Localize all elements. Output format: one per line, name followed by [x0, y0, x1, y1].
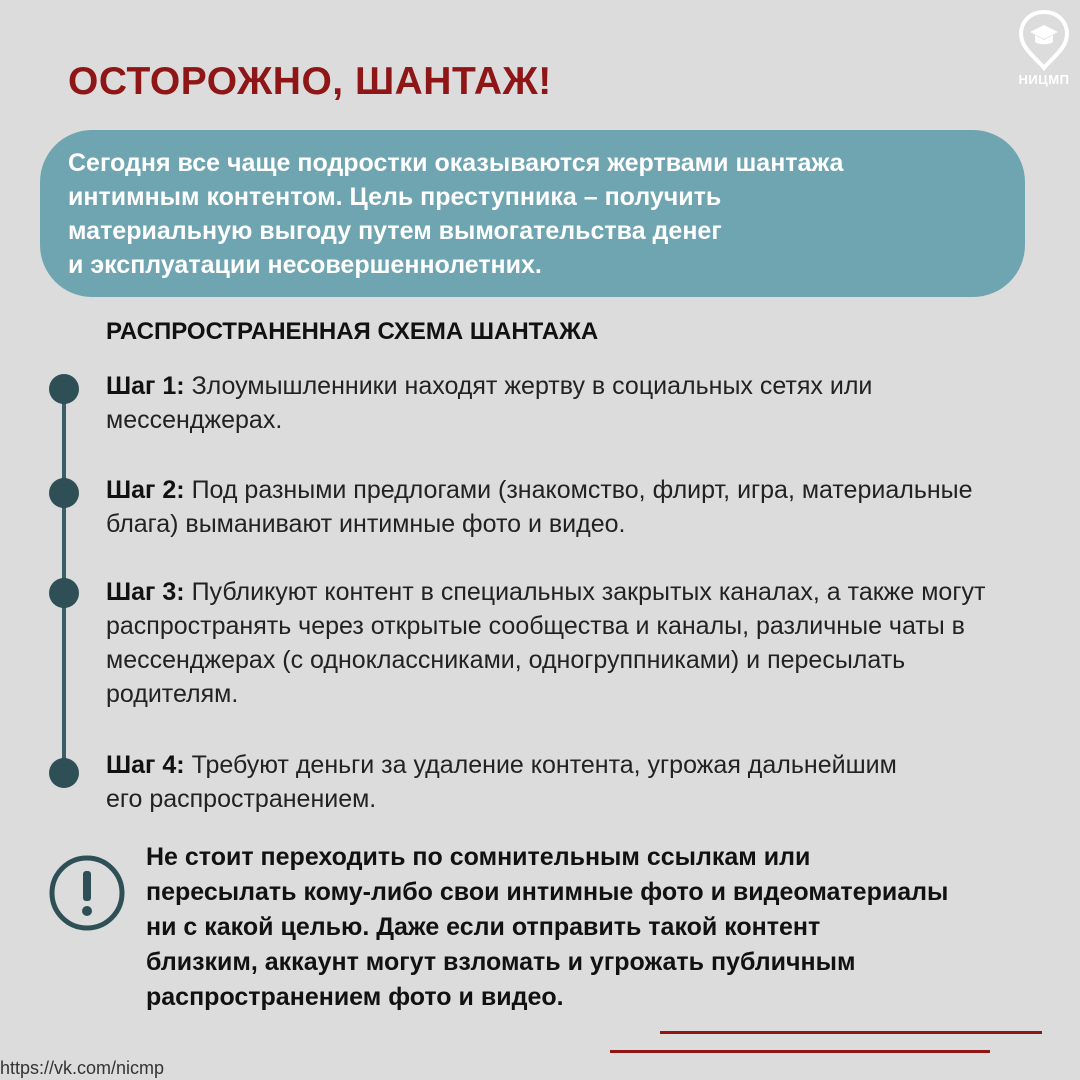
intro-text: Сегодня все чаще подростки оказываются жертвами шантажа интимным контентом. Цель преступника – получить материальную выгоду путем вымогательства денег и эксплуатации несовершеннолетних.: [68, 149, 844, 279]
scheme-title: РАСПРОСТРАНЕННАЯ СХЕМА ШАНТАЖА: [106, 318, 599, 345]
step-label: Шаг 2:: [106, 476, 185, 504]
logo: [1008, 8, 1080, 88]
step-label: Шаг 3:: [106, 578, 185, 606]
timeline-dot: [49, 578, 79, 608]
footer-url[interactable]: https://vk.com/nicmp: [0, 1058, 165, 1078]
exclamation-circle-icon: [47, 853, 127, 933]
map-pin-graduation-cap-icon: [1016, 8, 1072, 72]
step-2: [106, 473, 1006, 541]
warning-text-block: [146, 840, 1056, 1015]
step-text: Под разными предлогами (знакомство, флирт, игра, материальные блага) выманивают интимные фото и видео.: [106, 476, 973, 538]
timeline-dot: [49, 758, 79, 788]
timeline-dot: [49, 478, 79, 508]
step-1: [106, 369, 1006, 437]
intro-box: [40, 130, 1025, 297]
warning-text: Не стоит переходить по сомнительным ссылкам или пересылать кому-либо свои интимные фото и видеоматериалы ни с какой целью. Даже если отправить такой контент близким, аккаунт могут взломать и угрожать публичным распространением фото и видео.: [146, 843, 949, 1011]
step-3: [106, 575, 986, 711]
step-label: Шаг 1:: [106, 372, 185, 400]
decorative-rule: [660, 1031, 1042, 1034]
step-4: [106, 748, 906, 816]
page-title: ОСТОРОЖНО, ШАНТАЖ!: [68, 60, 552, 103]
decorative-rule: [610, 1050, 990, 1053]
step-text: Требуют деньги за удаление контента, угрожая дальнейшим его распространением.: [106, 751, 897, 813]
step-text: Злоумышленники находят жертву в социальных сетях или мессенджерах.: [106, 372, 873, 434]
step-label: Шаг 4:: [106, 751, 185, 779]
timeline-dot: [49, 374, 79, 404]
logo-text: НИЦМП: [1018, 72, 1070, 87]
step-text: Публикуют контент в специальных закрытых каналах, а также могут распространять через открытые сообщества и каналы, различные чаты в мессенджерах (с одноклассниками, одногруппниками) и пересылать родителям.: [106, 578, 986, 708]
